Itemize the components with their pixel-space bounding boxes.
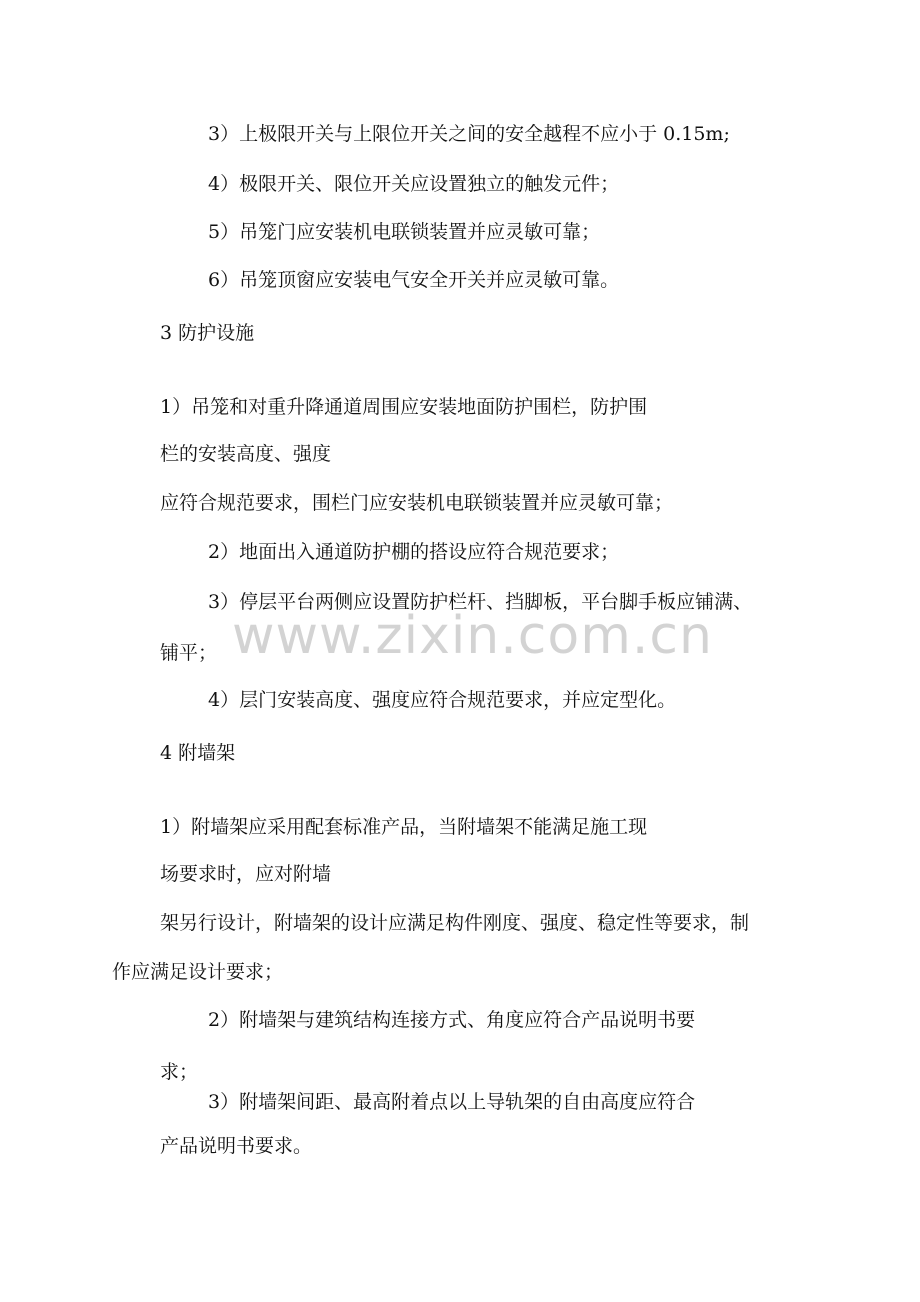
text-line: 6）吊笼顶窗应安装电气安全开关并应灵敏可靠。 (208, 269, 620, 291)
text-line: 3）附墙架间距、最高附着点以上导轨架的自由高度应符合 (208, 1091, 696, 1113)
text-line: 3）上极限开关与上限位开关之间的安全越程不应小于 0.15m; (208, 123, 730, 145)
text-line: 4）极限开关、限位开关应设置独立的触发元件； (208, 173, 620, 195)
text-line: 应符合规范要求，围栏门应安装机电联锁装置并应灵敏可靠； (160, 492, 674, 514)
text-line: 栏的安装高度、强度 (160, 443, 332, 465)
watermark: www.zixin.com.cn (232, 606, 713, 666)
text-line: 4）层门安装高度、强度应符合规范要求，并应定型化。 (208, 689, 677, 711)
text-line: 作应满足设计要求； (112, 961, 284, 983)
text-line: 5）吊笼门应安装机电联锁装置并应灵敏可靠； (208, 221, 601, 243)
text-line: 1）附墙架应采用配套标准产品，当附墙架不能满足施工现 (160, 816, 648, 838)
text-line: 架另行设计，附墙架的设计应满足构件刚度、强度、稳定性等要求，制 (160, 912, 750, 934)
text-line: 产品说明书要求。 (160, 1135, 313, 1157)
text-line: 1）吊笼和对重升降通道周围应安装地面防护围栏，防护围 (160, 396, 648, 418)
section-heading: 4 附墙架 (160, 742, 236, 764)
text-line: 铺平； (160, 642, 218, 664)
text-line: 2）地面出入通道防护棚的搭设应符合规范要求； (208, 541, 620, 563)
text-line: 场要求时，应对附墙 (160, 863, 332, 885)
section-heading: 3 防护设施 (160, 322, 255, 344)
text-line: 3）停层平台两侧应设置防护栏杆、挡脚板，平台脚手板应铺满、 (208, 591, 753, 613)
text-line: 求； (160, 1061, 199, 1083)
text-line: 2）附墙架与建筑结构连接方式、角度应符合产品说明书要 (208, 1009, 696, 1031)
